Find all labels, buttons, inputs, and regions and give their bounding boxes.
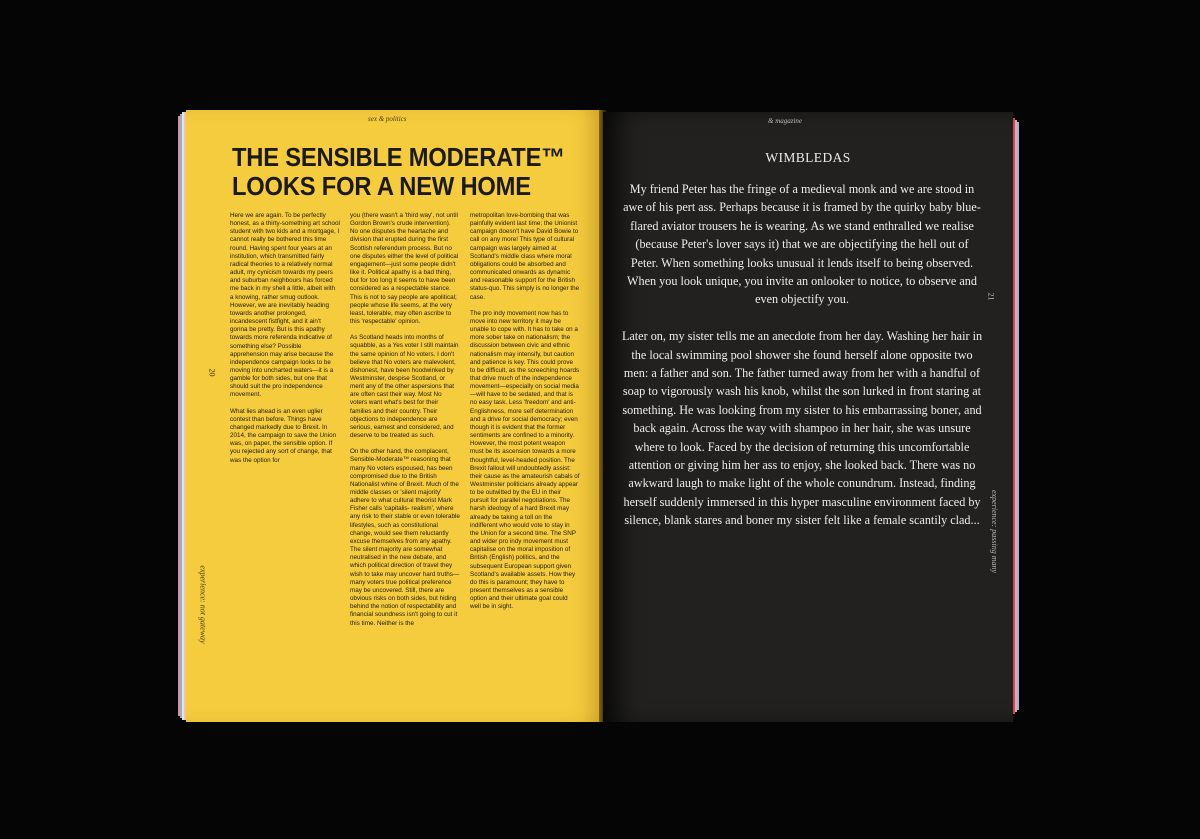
paragraph: metropolitan love-bombing that was painfully evident last time; the Unionist campaign doesn't have David Bowie to call on any more! This type of cultural campaign was largely aimed at Scotland's middle class where moral obligations could be absorbed and communicated onwards as dynamic and reasonable support for the British status-quo. This simply is no longer the case. [470,212,580,301]
headline-line-1: THE SENSIBLE MODERATE™ [232,144,565,172]
paragraph: As Scotland heads into months of squabble, as a Yes voter I still maintain the same opinion of No voters. I don't believe that No voters are malevolent, dishonest, have been hoodwinked by Westminster, despise Scotland, or merit any of the other aspersions that are often cast their way. Most No voters want what's best for their families and their country. Their objections to independence are serious, earnest and considered, and deserve to be treated as such. [350,334,459,440]
paragraph: The pro indy movement now has to move into new territory it may be unable to cope with. It has to take on a more sober take on nationalism; the discussion between civic and ethnic nationalism may intensify, but caution and patience is key. This could prove to be difficult, as the screeching hoards that drive much of the independence movement—especially on social media—will have to be sedated, and that is no easy task. Less 'freedom' and anti-Englishness, more self determination and a drive for social democracy; even though it is evident that the former sentiments are confined to a minority. However, the most potent weapon must be its ascension towards a more thoughtful, level-headed position. The Brexit fallout will undoubtedly assist: their cause as the amateurish cabals of Westminster politicians already appear to be outwitted by the EU in their pursuit for parallel negotiations. The harsh ideology of a hard Brexit may already be taking a toll on the indifferent who would vote to stay in the Union for a second time. The SNP and wider pro indy movement must capitalise on the moral imposition of British (English) politics, and the subsequent European support given Scotland's available assets. How they do this is paramount; they have to present themselves as a sensible option and their ultimate goal could well be in sight. [470,309,580,611]
page-edge [1017,122,1019,710]
paragraph: Later on, my sister tells me an anecdote from her day. Washing her hair in the local swimming pool shower she found herself alone opposite two men: a father and son. The father turned away from her with a handful of soap to vigorously wash his knob, whilst the son lurked in front staring at something. He was looking from my sister to his embarrassing boner, and back again. Across the way with shampoo in her hair, she was unsure where to look. Faced by the decision of returning this uncomfortable attention or giving him her ass to enjoy, she looked back. There was no awkward laugh to make light of the whole conundrum. Instead, finding herself suddenly immersed in this hyper masculine environment faced by silence, blank stares and boner my sister felt like a female scantily clad... [621,329,983,528]
running-head: & magazine [768,117,803,125]
headline-line-2: LOOKS FOR A NEW HOME [232,173,531,201]
article-body [230,212,580,717]
page-number: 20 [207,368,217,377]
paragraph: you (there wasn't a 'third way', not until Gordon Brown's crude intervention). No one disputes the heartache and division that erupted during the first Scottish referendum process. But no one disputes either the level of political engagement—just some people didn't like it. Political apathy is a bad thing, but for too long it seems to have been considered as a respectable stance. This is not to say people are apolitical; people whose life seems, at the very least, tolerable, may often ascribe to this 'respectable' opinion. [350,212,459,326]
text-column-3 [470,212,580,620]
side-caption: experience: not gateway [198,565,208,644]
text-column-2 [350,212,460,636]
text-column-1 [230,212,340,473]
article-headline [232,144,567,202]
paragraph: My friend Peter has the fringe of a medieval monk and we are stood in awe of his pert ass. Perhaps because it is framed by the quirky baby blue-flared aviator trousers he is wearing. As we stand enthralled we realise (because Peter's lover says it) that we are objectifying the hell out of Peter. When something looks unusual it lends itself to being observed. When you look unique, you invite an onlooker to notice, to observe and even objectify you. [623,182,981,307]
story-title: WIMBLEDAS [765,150,851,165]
running-head: sex & politics [368,115,407,123]
paragraph: On the other hand, the complacent, Sensible-Moderate™ reasoning that many No voters espoused, has been compromised due to the British Nationalist whine of Brexit. Much of the middle classes or 'silent majority' adhere to what cultural theorist Mark Fisher calls 'capitalis- realism', where any risk to their stable or even tolerable lifestyles, such as constitutional change, would see them reluctantly excuse themselves from any apathy. The silent majority are somewhat neutralised in the new debate, and which political direction of travel they wish to take may uncover hard truths—many voters true political preference may be uncovered. Still, there are obvious risks on both sides, but hiding behind the notion of respectability and financial soundness isn't going to cut it this time. Neither is the [350,448,460,627]
story-body [621,180,983,548]
right-page [603,112,1013,722]
paragraph: What lies ahead is an even uglier contest than before. Things have changed markedly due to Brexit. In 2014, the campaign to save the Union was, on paper, the sensible option. If you rejected any sort of change, that was the option for [230,407,337,464]
page-number: 21 [986,292,996,301]
side-caption: experience: passing many [990,489,1000,574]
paragraph: Here we are again. To be perfectly honest, as a thirty-something art school student with two kids and a mortgage, I cannot really be bothered this time round. Having spent four years at an institution, which transmitted fairly radical theories to a relatively normal adult, my cynicism towards my peers and suburban neighbours has forced me back in my shell a little, albeit with a knowing, rather smug outlook. However, we are inevitably heading towards another prolonged, incandescent fistfight, and it ain't gonna be pretty. But is this apathy towards more referenda indicative of something else? Possible apprehension may arise because the independence campaign looks to be moving into uncharted waters—it is a gamble for both sides, but one that should suit the pro independence movement. [230,212,340,399]
left-page [186,110,602,722]
